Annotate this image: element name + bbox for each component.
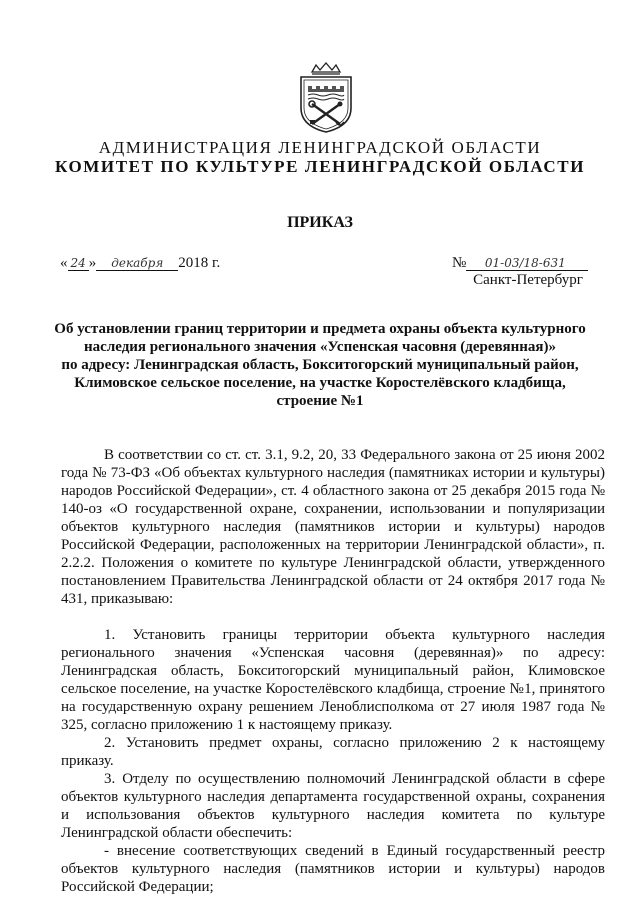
city-name: Санкт-Петербург (468, 270, 588, 289)
date-day-handwritten: 24 (68, 256, 89, 271)
order-date (60, 255, 220, 272)
order-subject (40, 320, 600, 410)
subject-line: Об установлении границ территории и предмета охраны объекта культурного (54, 321, 586, 337)
subject-line: строение №1 (276, 393, 364, 409)
clause-2-paragraph: 2. Установить предмет охраны, согласно приложению 2 к настоящему приказу. (61, 735, 605, 769)
order-body (61, 446, 605, 896)
subject-line: по адресу: Ленинградская область, Бокситогорский муниципальный район, (61, 357, 579, 373)
date-month-handwritten: декабря (96, 256, 178, 271)
preamble-paragraph: В соответствии со ст. ст. 3.1, 9.2, 20, 33 Федерального закона от 25 июня 2002 года № 73-ФЗ «Об объектах культурного наследия (памятниках истории и культуры) народов Российской Федерации», ст. 4 областного закона от 25 декабря 2015 года № 140-оз «О государственной охране, сохранении, использовании и популяризации объектов культурного наследия (памятников истории и культуры) народов Российской Федерации, расположенных на территории Ленинградской области», п. 2.2.2. Положения о комитете по культуре Ленинградской области, утвержденного постановлением Правительства Ленинградской области от 24 октября 2017 года № 431, приказываю: (61, 447, 605, 607)
clause-3-paragraph: 3. Отделу по осуществлению полномочий Ленинградской области в сфере объектов культурного наследия департамента государственной охраны, сохранения и использования объектов культурного наследия комитета по культуре Ленинградской области обеспечить: (61, 771, 605, 841)
number-prefix: № (452, 255, 467, 271)
org-name-administration: АДМИНИСТРАЦИЯ ЛЕНИНГРАДСКОЙ ОБЛАСТИ (98, 138, 542, 157)
date-close-quote: » (88, 255, 97, 271)
clause-1-paragraph: 1. Установить границы территории объекта культурного наследия регионального значения «Успенская часовня (деревянная)» по адресу: Ленинградская область, Бокситогорский муниципальный район, Климовское сельское поселение, на участке Коростелёвского кладбища, строение №1, принятого на государственную охрану решением Леноблисполкома от 27 июля 1987 года № 325, согласно приложению 1 к настоящему приказу. (61, 627, 605, 733)
order-number-handwritten: 01-03/18-631 (466, 256, 584, 271)
org-name-committee: КОМИТЕТ ПО КУЛЬТУРЕ ЛЕНИНГРАДСКОЙ ОБЛАСТИ (54, 157, 586, 176)
subject-line: наследия регионального значения «Успенская часовня (деревянная)» (84, 339, 556, 355)
clause-3-item-paragraph: - внесение соответствующих сведений в Единый государственный реестр объектов культурного наследия (памятников истории и культуры) народов Российской Федерации; (61, 843, 605, 895)
document-title: ПРИКАЗ (287, 214, 353, 231)
date-open-quote: « (60, 255, 68, 271)
date-year: 2018 г. (178, 255, 221, 271)
subject-line: Климовское сельское поселение, на участке Коростелёвского кладбища, (74, 375, 566, 391)
coat-of-arms-icon (298, 62, 354, 134)
